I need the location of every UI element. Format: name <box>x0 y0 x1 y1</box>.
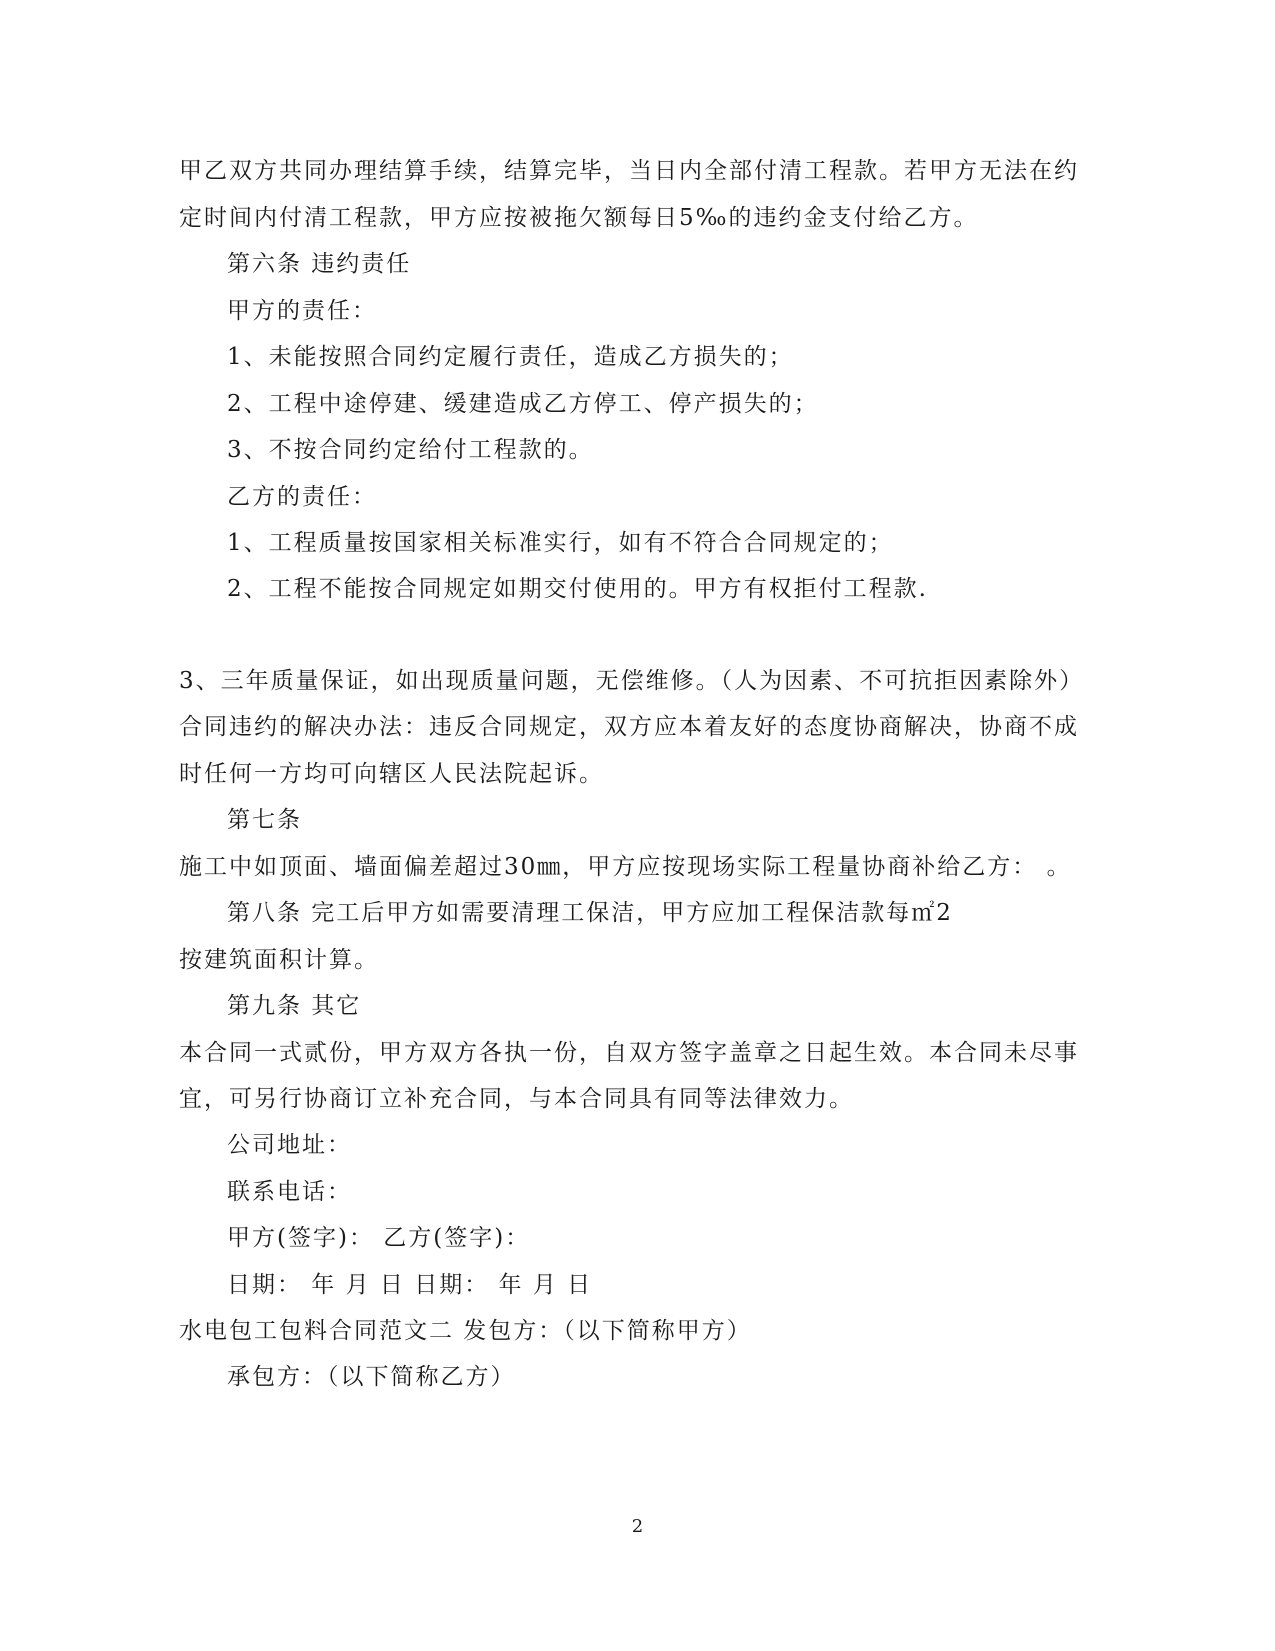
text-line: 承包方：（以下简称乙方） <box>227 1364 516 1390</box>
text-line: 2、工程中途停建、缓建造成乙方停工、停产损失的； <box>227 391 819 417</box>
text-line: 1、工程质量按国家相关标准实行，如有不符合合同规定的； <box>227 530 894 556</box>
text-line: 甲乙双方共同办理结算手续，结算完毕，当日内全部付清工程款。若甲方无法在约 <box>179 158 1079 184</box>
date-line: 日期： 年 月 日 日期： 年 月 日 <box>227 1272 593 1298</box>
text-line: 3、三年质量保证，如出现质量问题，无偿维修。（人为因素、不可抗拒因素除外） <box>179 668 1085 694</box>
article-8-heading: 第八条 完工后甲方如需要清理工保洁，甲方应加工程保洁款每㎡2 <box>227 900 953 926</box>
text-line: 定时间内付清工程款，甲方应按被拖欠额每日5‰的违约金支付给乙方。 <box>179 205 979 231</box>
page-number: 2 <box>631 1516 644 1537</box>
text-line: 宜，可另行协商订立补充合同，与本合同具有同等法律效力。 <box>179 1086 854 1112</box>
text-line: 合同违约的解决办法：违反合同规定，双方应本着友好的态度协商解决，协商不成 <box>179 714 1079 740</box>
article-6-heading: 第六条 违约责任 <box>227 251 412 277</box>
text-line: 水电包工包料合同范文二 发包方：（以下简称甲方） <box>179 1318 752 1344</box>
article-7-heading: 第七条 <box>227 807 302 833</box>
text-line: 乙方的责任： <box>227 484 377 510</box>
text-line: 3、不按合同约定给付工程款的。 <box>227 437 594 463</box>
company-address-label: 公司地址： <box>227 1132 352 1158</box>
text-line: 甲方的责任： <box>227 298 377 324</box>
text-line: 1、未能按照合同约定履行责任，造成乙方损失的； <box>227 344 794 370</box>
text-line: 本合同一式贰份，甲方双方各执一份，自双方签字盖章之日起生效。本合同未尽事 <box>179 1040 1079 1066</box>
text-line: 施工中如顶面、墙面偏差超过30㎜，甲方应按现场实际工程量协商补给乙方： 。 <box>179 854 1072 880</box>
text-line: 按建筑面积计算。 <box>179 947 379 973</box>
contact-phone-label: 联系电话： <box>227 1179 352 1205</box>
signature-line: 甲方(签字)： 乙方(签字)： <box>227 1225 531 1251</box>
text-line: 2、工程不能按合同规定如期交付使用的。甲方有权拒付工程款. <box>227 576 928 602</box>
article-9-heading: 第九条 其它 <box>227 993 362 1019</box>
text-line: 时任何一方均可向辖区人民法院起诉。 <box>179 761 604 787</box>
